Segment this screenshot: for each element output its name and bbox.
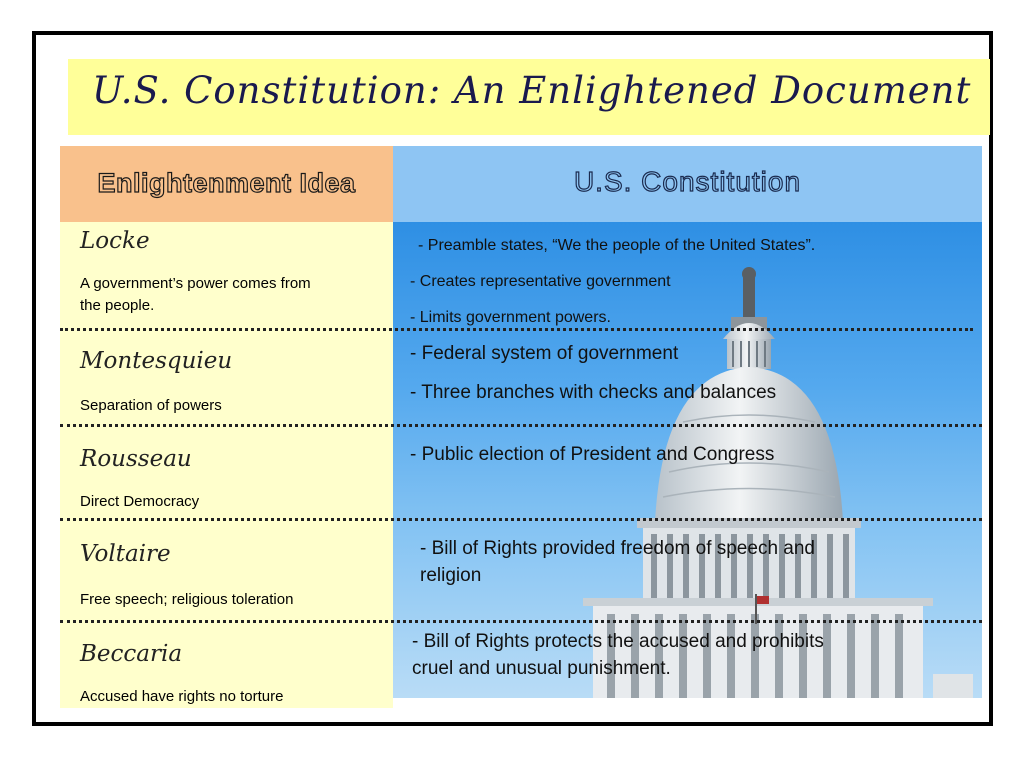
slide-title: U.S. Constitution: An Enlightened Document: [92, 69, 972, 112]
constitution-point: - Preamble states, “We the people of the United States”.: [418, 237, 816, 254]
thinker-name: Rousseau: [80, 446, 192, 472]
row-separator: [60, 424, 982, 427]
row-separator: [60, 620, 982, 623]
enlightenment-idea-text: Free speech; religious toleration: [80, 591, 294, 608]
constitution-point: - Limits government powers.: [410, 309, 611, 326]
idea-line: the people.: [80, 297, 155, 314]
thinker-name: Voltaire: [80, 541, 171, 567]
row-separator: [60, 518, 982, 521]
thinker-name: Montesquieu: [80, 348, 233, 374]
enlightenment-idea-text: Direct Democracy: [80, 493, 200, 510]
idea-line: A government’s power comes from: [80, 275, 311, 292]
constitution-point: religion: [420, 565, 482, 586]
enlightenment-idea-text: Separation of powers: [80, 397, 222, 414]
header-us-constitution: [393, 146, 982, 222]
enlightenment-idea-text: [80, 273, 380, 317]
constitution-point: - Public election of President and Congress: [410, 444, 775, 465]
header-right-label: U.S. Constitution: [573, 166, 802, 197]
title-banner: [68, 59, 990, 135]
constitution-point: - Federal system of government: [410, 343, 679, 364]
constitution-point: - Bill of Rights protects the accused and prohibits: [412, 631, 824, 652]
thinker-name: Locke: [80, 228, 150, 254]
header-enlightenment-idea: [60, 146, 393, 222]
thinker-name: Beccaria: [80, 641, 183, 667]
constitution-point: cruel and unusual punishment.: [412, 658, 671, 679]
enlightenment-idea-text: Accused have rights no torture: [80, 688, 284, 705]
header-left-label: Enlightenment Idea: [97, 168, 356, 198]
constitution-point: - Three branches with checks and balances: [410, 382, 777, 403]
constitution-point: - Bill of Rights provided freedom of speech and: [420, 538, 815, 559]
constitution-point: - Creates representative government: [410, 273, 671, 290]
